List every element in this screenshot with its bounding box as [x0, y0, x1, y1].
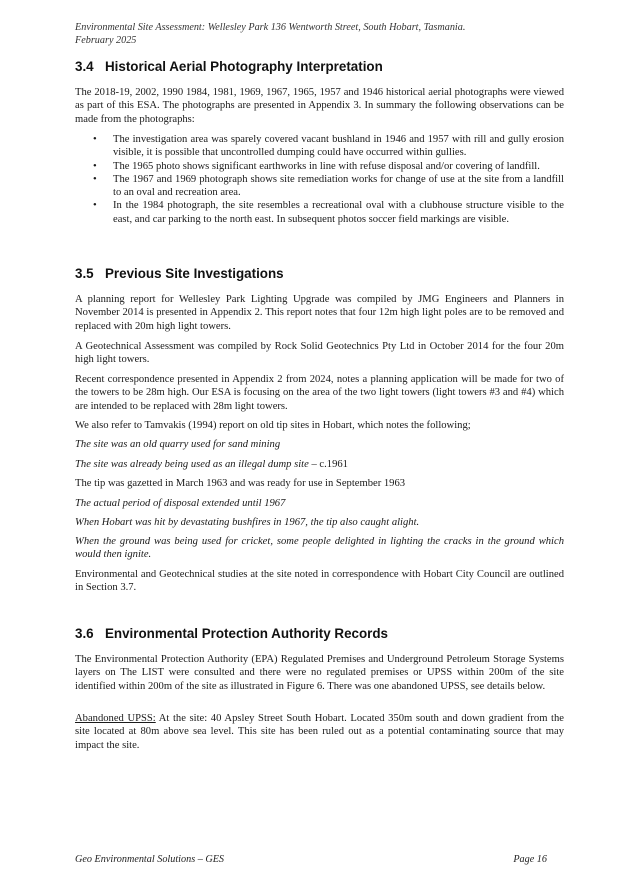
section-heading-3-4 — [75, 59, 383, 75]
bullet-icon: • — [93, 173, 97, 185]
section-number: 3.6 — [75, 626, 94, 641]
paragraph: Abandoned UPSS: At the site: 40 Apsley Street South Hobart. Located 350m south and down gradient from the site located at 80m above sea level. This site has been ruled out as a potential contaminating source that may impact the site. — [75, 713, 564, 751]
paragraph: Recent correspondence presented in Appendix 2 from 2024, notes a planning application will be made for two of the towers to be 28m high. Our ESA is focusing on the area of the two light towers (light towers #3 and #4) which are intended to be replaced with 28m light towers. — [75, 374, 564, 412]
paragraph: The Environmental Protection Authority (EPA) Regulated Premises and Underground Petroleum Storage Systems layers on The LIST were consulted and there were no regulated premises or UPSS within 200m of the site identified within 200m of the site as illustrated in Figure 6. There was one abandoned UPSS, see details below. — [75, 654, 564, 692]
quote: The actual period of disposal extended until 1967 — [75, 498, 286, 509]
section-heading-3-5 — [75, 266, 284, 282]
page-number: Page 16 — [513, 854, 547, 865]
quote: The site was already being used as an illegal dump site – c.1961 — [75, 459, 348, 470]
footer-company: Geo Environmental Solutions – GES — [75, 854, 225, 865]
page-header — [75, 21, 595, 47]
section-number: 3.4 — [75, 59, 94, 74]
bullet-icon: • — [93, 200, 97, 212]
paragraph: The tip was gazetted in March 1963 and was ready for use in September 1963 — [75, 478, 406, 489]
bullet-icon: • — [93, 160, 97, 172]
quote: When the ground was being used for cricket, some people delighted in lighting the cracks in the ground which would then ignite. — [75, 536, 564, 561]
quote: The site was an old quarry used for sand mining — [75, 439, 281, 450]
section-number: 3.5 — [75, 266, 94, 281]
paragraph: The 2018-19, 2002, 1990 1984, 1981, 1969, 1967, 1965, 1957 and 1946 historical aerial photographs were viewed as part of this ESA. The photographs are presented in Appendix 3. In summary the following observations can be made from the photographs: — [75, 87, 564, 125]
bullet-list — [93, 133, 564, 226]
paragraph: Environmental and Geotechnical studies at the site noted in correspondence with Hobart City Council are outlined in Section 3.7. — [75, 569, 564, 594]
header-date: February 2025 — [75, 35, 137, 46]
list-item: • The investigation area was sparely covered vacant bushland in 1946 and 1957 with rill and gully erosion visible, it is possible that uncontrolled dumping could have occurred within gullies. — [93, 134, 564, 159]
list-item: • The 1967 and 1969 photograph shows site remediation works for change of use at the site from a landfill to an oval and recreation area. — [93, 173, 564, 199]
abandoned-upss-label: Abandoned UPSS: — [75, 713, 156, 724]
paragraph: A Geotechnical Assessment was compiled by Rock Solid Geotechnics Pty Ltd in October 2014 for the four 20m high light towers. — [75, 341, 564, 366]
section-title: Historical Aerial Photography Interpretation — [105, 59, 383, 74]
bullet-icon: • — [93, 134, 97, 145]
list-item: • The 1965 photo shows significant earthworks in line with refuse disposal and/or covering of landfill. — [93, 160, 540, 172]
paragraph: A planning report for Wellesley Park Lighting Upgrade was compiled by JMG Engineers and Planners in November 2014 is presented in Appendix 2. This report notes that four 12m high light poles are to be removed and replaced with 20m high light towers. — [75, 294, 564, 332]
paragraph: We also refer to Tamvakis (1994) report on old tip sites in Hobart, which notes the following; — [75, 420, 471, 431]
quote: When Hobart was hit by devastating bushfires in 1967, the tip also caught alight. — [75, 517, 420, 528]
section-title: Environmental Protection Authority Records — [105, 626, 388, 641]
list-item: • In the 1984 photograph, the site resembles a recreational oval with a clubhouse structure visible to the east, and car parking to the north east. In subsequent photos soccer field markings are visible. — [93, 200, 564, 225]
section-title: Previous Site Investigations — [105, 266, 284, 281]
header-title: Environmental Site Assessment: Wellesley Park 136 Wentworth Street, South Hobart, Tasmania. — [75, 22, 466, 33]
section-heading-3-6 — [75, 626, 388, 642]
